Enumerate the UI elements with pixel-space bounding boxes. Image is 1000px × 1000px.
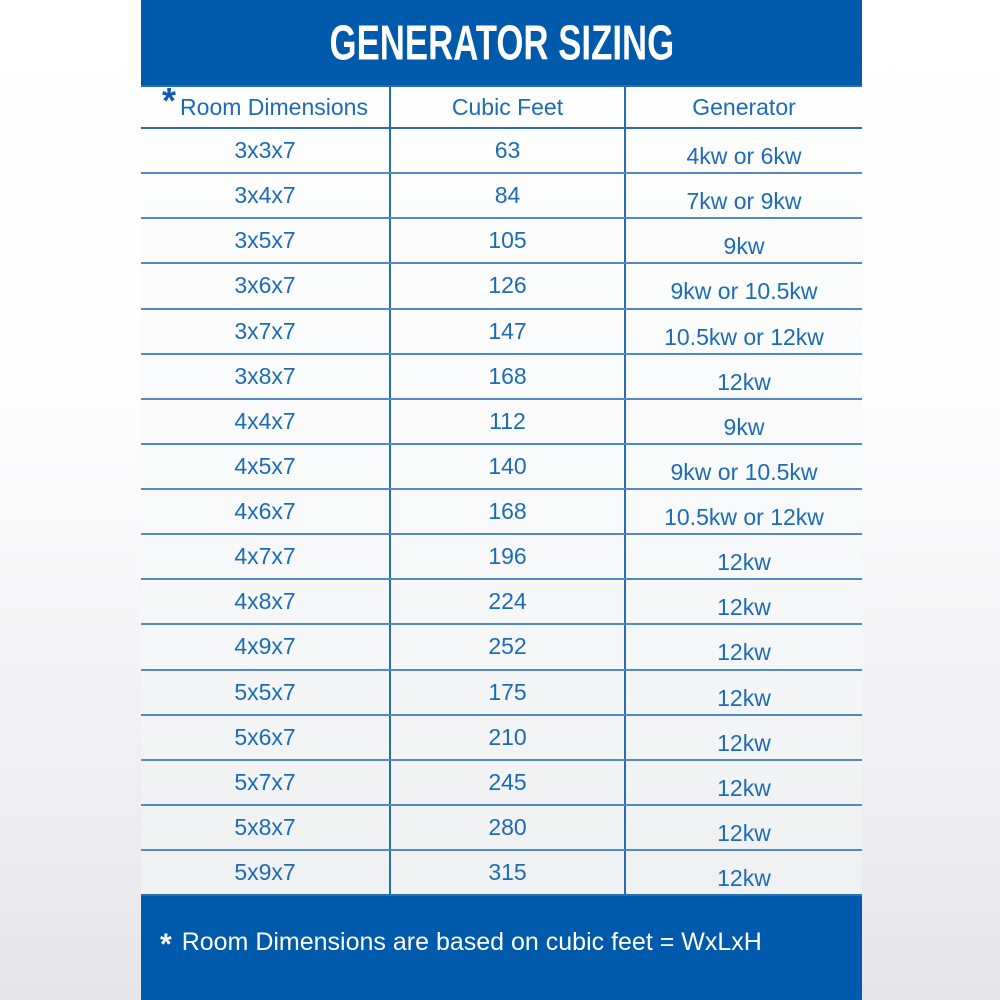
room-dimensions-value: 4x8x7 (234, 588, 296, 615)
generator-value: 12kw (717, 639, 771, 666)
generator-cell (626, 445, 862, 488)
table-row (141, 716, 862, 761)
generator-value: 7kw or 9kw (686, 188, 802, 215)
room-dimensions-value: 4x5x7 (234, 452, 296, 479)
cubic-feet-cell (391, 219, 626, 262)
room-dimensions-cell (141, 129, 391, 172)
cubic-feet-cell (391, 535, 626, 578)
cubic-feet-cell (391, 310, 626, 353)
generator-cell (626, 355, 862, 398)
room-dimensions-cell (141, 310, 391, 353)
column-header-room-dimensions (141, 80, 391, 127)
generator-cell (626, 671, 862, 714)
generator-cell (626, 310, 862, 353)
cubic-feet-value: 168 (488, 362, 527, 389)
cubic-feet-cell (391, 671, 626, 714)
room-dimensions-value: 4x9x7 (234, 633, 296, 660)
room-dimensions-value: 5x5x7 (234, 678, 296, 705)
generator-cell (626, 716, 862, 759)
table-row (141, 851, 862, 894)
cubic-feet-value: 84 (494, 182, 521, 209)
generator-value: 12kw (717, 684, 771, 711)
footnote (141, 896, 862, 1000)
room-dimensions-cell (141, 174, 391, 217)
generator-cell (626, 129, 862, 172)
generator-value: 12kw (717, 774, 771, 801)
room-dimensions-value: 5x8x7 (234, 813, 296, 840)
table-row (141, 580, 862, 625)
cubic-feet-cell (391, 806, 626, 849)
generator-cell (626, 490, 862, 533)
generator-cell (626, 535, 862, 578)
room-dimensions-value: 3x6x7 (234, 272, 296, 299)
cubic-feet-cell (391, 355, 626, 398)
room-dimensions-value: 5x9x7 (234, 859, 296, 886)
table-row (141, 355, 862, 400)
table-row (141, 761, 862, 806)
cubic-feet-cell (391, 174, 626, 217)
cubic-feet-value: 168 (488, 498, 527, 525)
column-header-cubic-feet-label: Cubic Feet (451, 93, 564, 120)
table-body (141, 129, 862, 894)
table-row (141, 535, 862, 580)
cubic-feet-value: 245 (488, 768, 527, 795)
generator-value: 9kw (723, 233, 765, 260)
cubic-feet-value: 175 (488, 678, 527, 705)
cubic-feet-value: 252 (488, 633, 527, 660)
generator-cell (626, 264, 862, 307)
cubic-feet-value: 140 (488, 452, 527, 479)
table-row (141, 400, 862, 445)
generator-value: 12kw (717, 729, 771, 756)
room-dimensions-cell (141, 806, 391, 849)
cubic-feet-value: 280 (488, 813, 527, 840)
room-dimensions-cell (141, 400, 391, 443)
table-header-row (141, 80, 862, 129)
generator-value: 9kw (723, 413, 765, 440)
room-dimensions-cell (141, 445, 391, 488)
cubic-feet-value: 105 (488, 227, 527, 254)
table-row (141, 806, 862, 851)
cubic-feet-value: 126 (488, 272, 527, 299)
page-title: GENERATOR SIZING (329, 14, 674, 71)
generator-value: 9kw or 10.5kw (670, 278, 818, 305)
generator-value: 12kw (717, 368, 771, 395)
footnote-text: Room Dimensions are based on cubic feet = WxLxH (181, 927, 762, 956)
room-dimensions-cell (141, 264, 391, 307)
room-dimensions-value: 5x7x7 (234, 768, 296, 795)
cubic-feet-value: 63 (494, 137, 521, 164)
room-dimensions-value: 4x6x7 (234, 498, 296, 525)
table-row (141, 174, 862, 219)
generator-value: 12kw (717, 865, 771, 892)
title-band (141, 0, 862, 85)
column-header-generator (626, 87, 862, 127)
cubic-feet-value: 196 (488, 543, 527, 570)
footnote-asterisk-marker: * (160, 928, 172, 961)
cubic-feet-cell (391, 625, 626, 668)
cubic-feet-cell (391, 716, 626, 759)
cubic-feet-cell (391, 851, 626, 894)
table-row (141, 264, 862, 309)
room-dimensions-value: 3x5x7 (234, 227, 296, 254)
generator-cell (626, 219, 862, 262)
table-row (141, 219, 862, 264)
room-dimensions-value: 4x4x7 (234, 407, 296, 434)
cubic-feet-value: 147 (488, 317, 527, 344)
room-dimensions-value: 3x3x7 (234, 137, 296, 164)
room-dimensions-cell (141, 535, 391, 578)
table-row (141, 445, 862, 490)
generator-cell (626, 761, 862, 804)
room-dimensions-value: 4x7x7 (234, 543, 296, 570)
cubic-feet-value: 224 (488, 588, 527, 615)
sizing-table (141, 80, 862, 896)
column-header-cubic-feet (391, 87, 626, 127)
cubic-feet-cell (391, 490, 626, 533)
cubic-feet-value: 112 (489, 407, 526, 434)
room-dimensions-cell (141, 490, 391, 533)
room-dimensions-cell (141, 355, 391, 398)
table-row (141, 129, 862, 174)
generator-cell (626, 580, 862, 623)
room-dimensions-cell (141, 219, 391, 262)
generator-value: 10.5kw or 12kw (664, 504, 824, 531)
room-dimensions-cell (141, 761, 391, 804)
room-dimensions-cell (141, 851, 391, 894)
generator-value: 9kw or 10.5kw (670, 458, 818, 485)
generator-cell (626, 806, 862, 849)
cubic-feet-cell (391, 129, 626, 172)
cubic-feet-cell (391, 400, 626, 443)
cubic-feet-value: 210 (488, 723, 527, 750)
cubic-feet-value: 315 (488, 859, 527, 886)
cubic-feet-cell (391, 264, 626, 307)
table-row (141, 490, 862, 535)
room-dimensions-value: 3x4x7 (234, 182, 296, 209)
generator-cell (626, 174, 862, 217)
room-dimensions-cell (141, 716, 391, 759)
generator-cell (626, 851, 862, 894)
generator-sizing-panel (141, 0, 862, 1000)
cubic-feet-cell (391, 761, 626, 804)
room-dimensions-cell (141, 625, 391, 668)
column-header-room-dimensions-label: Room Dimensions (180, 93, 368, 120)
cubic-feet-cell (391, 445, 626, 488)
generator-value: 12kw (717, 819, 771, 846)
room-dimensions-value: 3x7x7 (234, 317, 296, 344)
generator-cell (626, 400, 862, 443)
room-dimensions-cell (141, 580, 391, 623)
generator-cell (626, 625, 862, 668)
generator-value: 12kw (717, 594, 771, 621)
generator-value: 12kw (717, 549, 771, 576)
header-asterisk-marker: * (162, 80, 177, 121)
generator-value: 4kw or 6kw (686, 143, 802, 170)
table-row (141, 671, 862, 716)
table-row (141, 310, 862, 355)
column-header-generator-label: Generator (692, 93, 796, 120)
room-dimensions-value: 5x6x7 (234, 723, 296, 750)
room-dimensions-value: 3x8x7 (234, 362, 296, 389)
cubic-feet-cell (391, 580, 626, 623)
generator-value: 10.5kw or 12kw (664, 323, 824, 350)
table-row (141, 625, 862, 670)
room-dimensions-cell (141, 671, 391, 714)
